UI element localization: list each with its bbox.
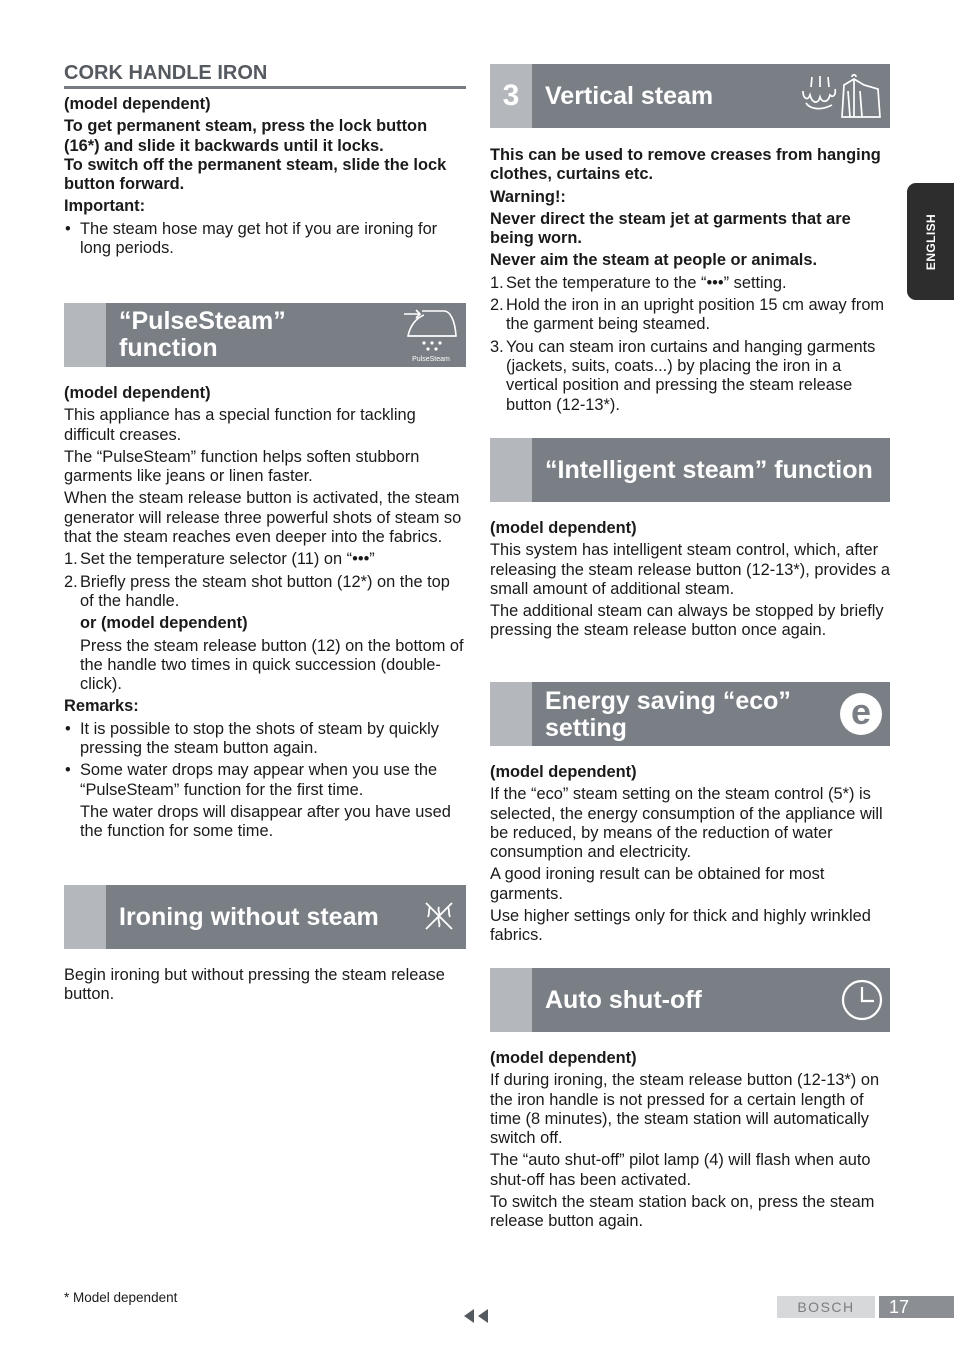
intelligent-steam-title: “Intelligent steam” function <box>545 456 873 484</box>
pulse-steps <box>64 550 466 611</box>
bar-tab <box>64 885 106 949</box>
pulse-para-1: This appliance has a special function for tackling difficult creases. <box>64 406 416 444</box>
eco-para-3: Use higher settings only for thick and highly wrinkled fabrics. <box>490 907 871 945</box>
cork-bullet-1: • The steam hose may get hot if you are ironing for long periods. <box>64 220 466 259</box>
cork-para-1: To get permanent steam, press the lock button (16*) and slide it backwards until it locks. <box>64 117 428 155</box>
vertical-step-3 <box>490 338 890 415</box>
vertical-steam-title: Vertical steam <box>545 82 714 110</box>
cork-model-dependent: (model dependent) <box>64 95 211 113</box>
bar-tab <box>490 968 532 1032</box>
bar-tab <box>64 303 106 367</box>
autooff-model-dependent: (model dependent) <box>490 1049 637 1067</box>
eco-icon-letter: e <box>850 690 872 732</box>
eco-title-line-1: Energy saving “eco” <box>545 687 791 715</box>
page-number: 17 <box>879 1296 954 1318</box>
pulse-model-dependent: (model dependent) <box>64 384 211 402</box>
pulse-step-1 <box>64 550 466 569</box>
pulse-steam-section <box>64 384 466 842</box>
vertical-step-2-number: 2. <box>490 296 504 315</box>
pulse-steam-icon-label: PulseSteam <box>412 356 450 363</box>
vertical-step-2-text: Hold the iron in an upright position 15 cm away from the garment being steamed. <box>506 296 885 334</box>
vertical-step-2 <box>490 296 890 335</box>
pulse-remark-2b: The water drops will disappear after you have used the function for some time. <box>80 802 451 841</box>
pulse-steam-iron-icon <box>400 306 462 371</box>
autooff-para-1: If during ironing, the steam release button (12-13*) on the iron handle is not pressed for a certain length of time (8 minutes), the steam station will automatically switch off. <box>490 1071 880 1148</box>
intelligent-steam-section <box>490 519 890 641</box>
nosteam-para-1: Begin ironing but without pressing the steam release button. <box>64 966 445 1004</box>
cork-handle-heading: CORK HANDLE IRON <box>64 62 466 89</box>
ironing-without-steam-title: Ironing without steam <box>119 903 379 931</box>
intelligent-steam-bar <box>490 438 890 502</box>
vertical-step-1-number: 1. <box>490 273 504 292</box>
pulse-para-2: The “PulseSteam” function helps soften stubborn garments like jeans or linen faster. <box>64 447 420 486</box>
ironing-without-steam-bar <box>64 885 466 949</box>
vertical-warning-1: Never direct the steam jet at garments that are being worn. <box>490 209 851 248</box>
cork-important: Important: <box>64 197 146 216</box>
intelligent-para-1: This system has intelligent steam control, which, after releasing the steam release button (12-13*), provides a small amount of additional steam. <box>490 541 890 598</box>
auto-shutoff-bar <box>490 968 890 1032</box>
section-number: 3 <box>490 64 532 128</box>
vertical-steam-section <box>490 146 890 415</box>
eco-e-icon <box>840 690 882 735</box>
pulse-step-2 <box>64 573 466 612</box>
vertical-steam-garment-icon <box>800 73 884 126</box>
vertical-para-1: This can be used to remove creases from hanging clothes, curtains etc. <box>490 146 881 184</box>
auto-shutoff-title: Auto shut-off <box>545 986 702 1014</box>
pulse-step-2-text: Briefly press the steam shot button (12*) on the top of the handle. <box>80 572 450 610</box>
bar-tab <box>490 682 532 746</box>
no-steam-icon <box>420 897 458 940</box>
clock-icon <box>841 979 883 1026</box>
language-tab-label: ENGLISH <box>923 213 938 270</box>
pulse-or-model: or (model dependent) <box>80 614 248 633</box>
cork-bullets <box>64 220 466 259</box>
pulse-step-2b: Press the steam release button (12) on the bottom of the handle two times in quick succession (double-click). <box>80 636 464 694</box>
vertical-steps <box>490 274 890 415</box>
autooff-para-2: The “auto shut-off” pilot lamp (4) will flash when auto shut-off has been activated. <box>490 1151 871 1189</box>
eco-para-1: If the “eco” steam setting on the steam control (5*) is selected, the energy consumption of the appliance will be reduced, by means of the reduction of water consumption and electricity. <box>490 785 883 862</box>
vertical-step-1 <box>490 274 890 293</box>
pulse-step-1-text: Set the temperature selector (11) on “•••” <box>80 550 375 569</box>
vertical-warning: Warning!: <box>490 187 566 206</box>
vertical-step-1-text: Set the temperature to the “•••” setting. <box>506 273 787 292</box>
language-tab[interactable] <box>907 183 954 300</box>
vertical-steam-bar <box>490 64 890 128</box>
pulse-steam-title-line-2: function <box>119 334 218 362</box>
eco-para-2: A good ironing result can be obtained for most garments. <box>490 865 825 903</box>
intelligent-model-dependent: (model dependent) <box>490 519 637 537</box>
vertical-warning-2: Never aim the steam at people or animals. <box>490 251 818 270</box>
pulse-remarks-list <box>64 720 466 800</box>
pulse-remarks: Remarks: <box>64 697 139 716</box>
cork-para-2: To switch off the permanent steam, slide the lock button forward. <box>64 155 447 194</box>
pulse-remark-2: • Some water drops may appear when you use the “PulseSteam” function for the first time. <box>64 761 466 800</box>
bar-tab <box>490 438 532 502</box>
footnote: * Model dependent <box>64 1290 178 1305</box>
eco-title-line-2: setting <box>545 714 627 742</box>
vertical-step-3-number: 3. <box>490 337 504 356</box>
pulse-steam-title-line-1: “PulseSteam” <box>119 307 286 335</box>
eco-setting-title <box>545 688 791 742</box>
intelligent-para-2: The additional steam can always be stopped by briefly pressing the steam release button once again. <box>490 602 884 640</box>
vertical-step-3-text: You can steam iron curtains and hanging garments (jackets, suits, coats...) by placing the iron in a vertical position and pressing the steam release button (12-13*). <box>506 337 876 414</box>
eco-setting-section <box>490 763 890 946</box>
auto-shutoff-section <box>490 1049 890 1232</box>
eco-model-dependent: (model dependent) <box>490 763 637 781</box>
pulse-steam-bar <box>64 303 466 367</box>
pulse-step-2-number: 2. <box>64 572 78 591</box>
pulse-step-1-number: 1. <box>64 550 78 569</box>
brand-label: BOSCH <box>777 1296 875 1318</box>
pulse-remark-1: • It is possible to stop the shots of steam by quickly pressing the steam button again. <box>64 720 466 759</box>
pulse-para-3: When the steam release button is activated, the steam generator will release three powerful shots of steam so that the steam reaches even deeper into the fabrics. <box>64 489 462 547</box>
autooff-para-3: To switch the steam station back on, press the steam release button again. <box>490 1193 875 1231</box>
ironing-without-steam-section <box>64 966 466 1005</box>
double-left-arrow-icon[interactable] <box>463 1309 491 1328</box>
pulse-steam-title <box>119 308 286 362</box>
eco-setting-bar <box>490 682 890 746</box>
cork-handle-section <box>64 62 466 258</box>
